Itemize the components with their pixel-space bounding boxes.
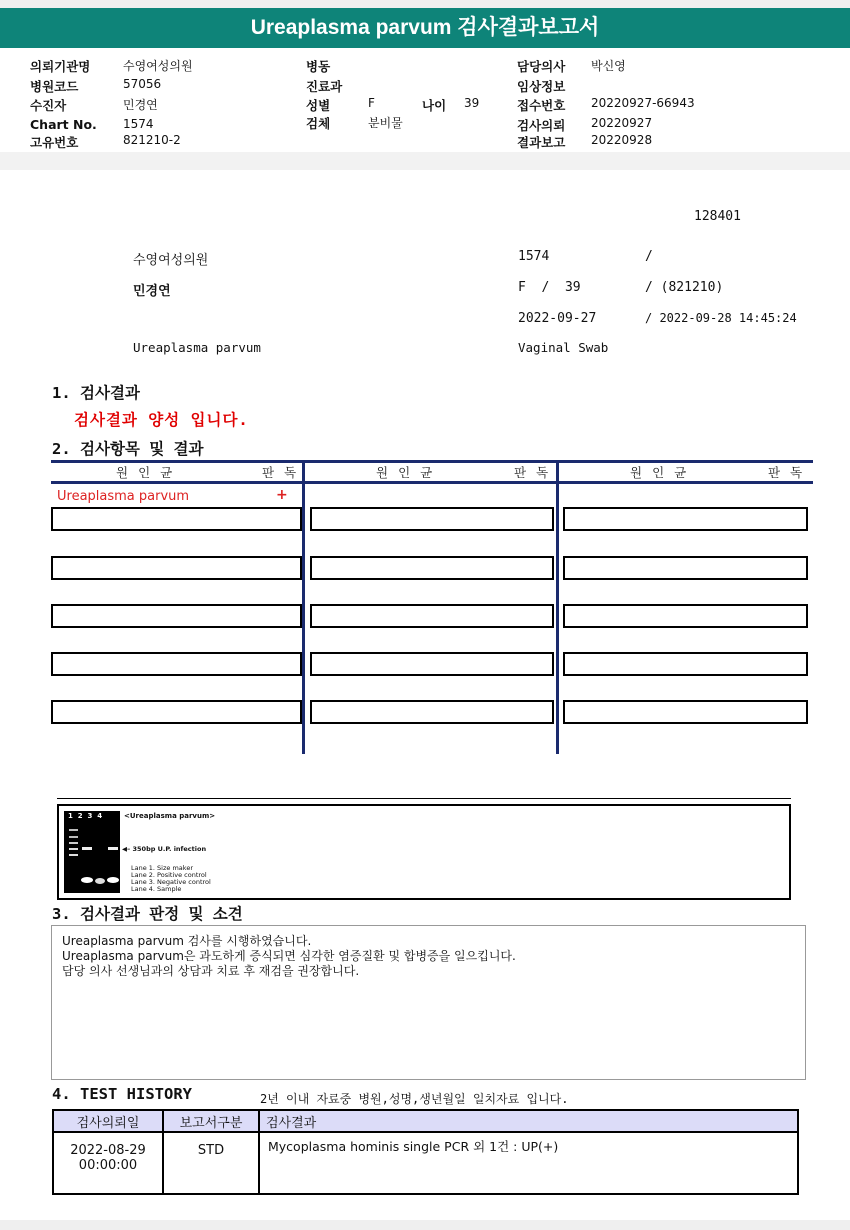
opinion-line: Ureaplasma parvum 검사를 시행하였습니다. (62, 934, 312, 948)
table-row (53, 1132, 798, 1194)
hdr-value: 박신영 (591, 59, 626, 73)
specimen-type: Vaginal Swab (518, 340, 609, 355)
history-col-date: 검사의뢰일 (53, 1110, 163, 1132)
history-col-type: 보고서구분 (163, 1110, 259, 1132)
history-col-result: 검사결과 (259, 1110, 798, 1132)
sex-value: F (368, 96, 375, 110)
result-cell (310, 700, 554, 724)
col-organism: 원인균 (630, 465, 697, 480)
col-organism: 원인균 (116, 465, 183, 480)
history-date: 2022-08-29 (70, 1143, 146, 1158)
result-cell (51, 556, 302, 580)
result-cell (310, 507, 554, 531)
result-cell (310, 604, 554, 628)
history-result: Mycoplasma hominis single PCR 외 1건 : UP(+) (259, 1132, 798, 1194)
col-judgement: 판독 (514, 465, 559, 480)
hdr-label: 검사의뢰 (517, 118, 566, 133)
patient-name: 민경연 (133, 284, 171, 299)
hdr-label: 고유번호 (30, 135, 79, 150)
hdr-value: 57056 (123, 77, 162, 91)
specimen-label: 검체 (306, 116, 331, 131)
hdr-label: 임상정보 (517, 79, 566, 94)
col-judgement: 판독 (262, 465, 307, 480)
hdr-label: 병원코드 (30, 79, 79, 94)
history-time: 00:00:00 (78, 1158, 138, 1173)
result-cell (51, 604, 302, 628)
sex-age: F / 39 (518, 280, 581, 295)
positive-result-text: 검사결과 양성 입니다. (74, 411, 249, 429)
history-type: STD (163, 1132, 259, 1194)
col-organism: 원인균 (376, 465, 443, 480)
col-judgement: 판독 (768, 465, 813, 480)
result-cell (51, 652, 302, 676)
gel-legend-item: Lane 1. Size maker (131, 864, 193, 872)
report-title: Ureaplasma parvum 검사결과보고서 (0, 8, 850, 48)
opinion-box (51, 925, 806, 1080)
hdr-value: 수영여성의원 (123, 59, 193, 73)
chart-number: 1574 (518, 249, 550, 264)
hdr-label: 의뢰기관명 (30, 59, 91, 74)
result-cell (51, 700, 302, 724)
hdr-label: 접수번호 (517, 98, 566, 113)
section1-title: 1. 검사결과 (52, 384, 140, 402)
gel-electrophoresis-image (64, 811, 120, 893)
header-divider-band (0, 152, 850, 170)
column-divider (556, 460, 559, 754)
gel-legend-item: Lane 3. Negative control (131, 878, 211, 886)
hdr-label: 결과보고 (517, 135, 566, 150)
result-cell (310, 556, 554, 580)
result-cell (310, 652, 554, 676)
gel-bands-graphic (64, 811, 120, 893)
ward-label: 병동 (306, 59, 331, 74)
history-note: 2년 이내 자료중 병원,성명,생년월일 일치자료 입니다. (260, 1092, 569, 1106)
gel-band-label: ◀– 350bp U.P. infection (122, 845, 207, 853)
hdr-value: 20220927-66943 (591, 96, 695, 110)
hdr-value: 1574 (123, 117, 154, 131)
age-value: 39 (464, 96, 480, 110)
opinion-line: Ureaplasma parvum은 과도하게 증식되면 심각한 염증질환 및 합병증을 일으킵니다. (62, 949, 516, 963)
id-suffix: / (821210) (645, 280, 724, 295)
hdr-value: 20220928 (591, 133, 653, 147)
report-datetime: / 2022-09-28 14:45:24 (645, 311, 797, 325)
section2-title: 2. 검사항목 및 결과 (52, 440, 204, 458)
hdr-value: 민경연 (123, 98, 158, 112)
bottom-band (0, 1220, 850, 1230)
hdr-value: 821210-2 (123, 133, 181, 147)
result-cell (563, 507, 808, 531)
history-header-row (53, 1110, 798, 1132)
result-cell (563, 652, 808, 676)
gel-legend-item: Lane 4. Sample (131, 885, 182, 893)
request-date: 2022-09-27 (518, 311, 597, 326)
gel-legend-item: Lane 2. Positive control (131, 871, 207, 879)
clinic-name: 수영여성의원 (133, 253, 209, 268)
test-name: Ureaplasma parvum (133, 340, 261, 355)
table-header-rule (51, 481, 813, 484)
result-positive-mark: + (276, 487, 288, 503)
report-number: 128401 (694, 209, 741, 224)
hdr-value: 20220927 (591, 116, 653, 130)
history-table (52, 1109, 799, 1195)
opinion-line: 담당 의사 선생님과의 상담과 치료 후 재검을 권장합니다. (62, 964, 360, 978)
result-cell (51, 507, 302, 531)
specimen-value: 분비물 (368, 116, 403, 130)
result-cell (563, 700, 808, 724)
hdr-label: Chart No. (30, 117, 97, 132)
gel-lane-numbers: 1 2 3 4 (68, 812, 103, 820)
section4-title: 4. TEST HISTORY (52, 1085, 192, 1103)
sex-label: 성별 (306, 98, 331, 113)
result-organism: Ureaplasma parvum (57, 489, 190, 504)
column-divider (302, 460, 305, 754)
gel-top-rule (57, 798, 791, 799)
result-cell (563, 556, 808, 580)
dept-label: 진료과 (306, 79, 343, 94)
age-label: 나이 (422, 98, 447, 113)
separator: / (645, 249, 653, 264)
top-band (0, 0, 850, 8)
hdr-label: 수진자 (30, 98, 67, 113)
result-cell (563, 604, 808, 628)
gel-heading: <Ureaplasma parvum> (124, 812, 216, 820)
history-date-cell (53, 1132, 163, 1194)
hdr-label: 담당의사 (517, 59, 566, 74)
section3-title: 3. 검사결과 판정 및 소견 (52, 905, 243, 923)
